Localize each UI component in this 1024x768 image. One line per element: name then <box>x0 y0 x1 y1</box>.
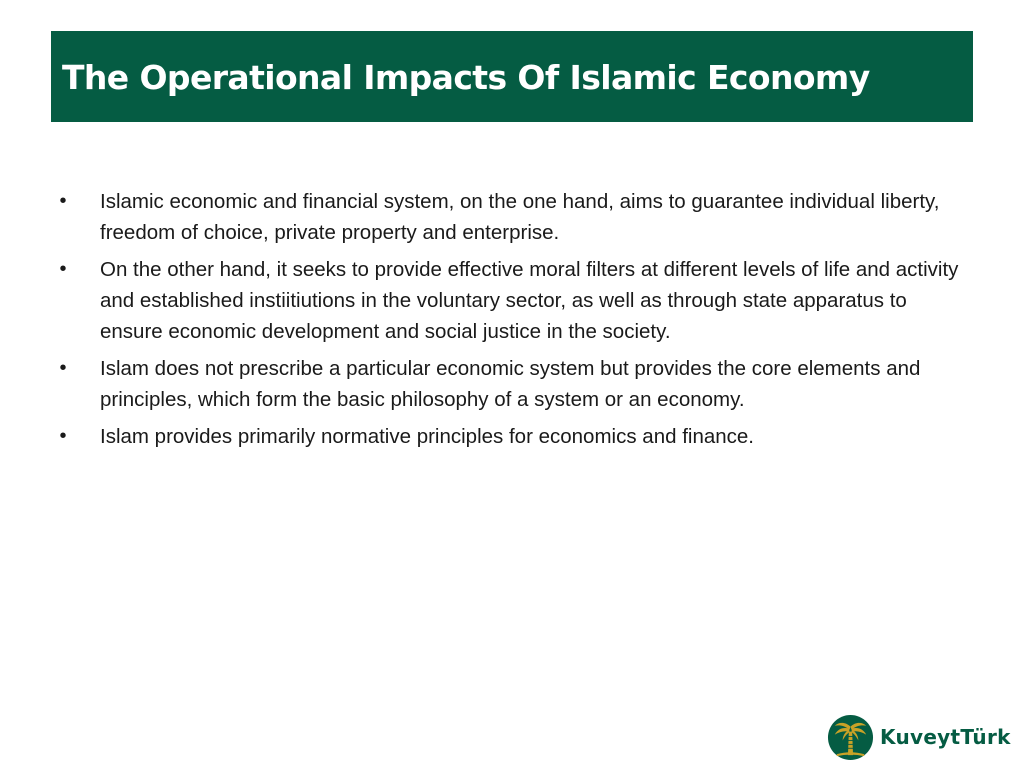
bullet-item <box>56 186 962 248</box>
bullet-text: Islam does not prescribe a particular economic system but provides the core elements and principles, which form the basic philosophy of a system or an economy. <box>100 357 921 411</box>
bullet-marker: • <box>59 357 67 379</box>
logo-wordmark: KuveytTürk <box>880 725 1011 749</box>
bullet-text: Islam provides primarily normative principles for economics and finance. <box>100 425 754 448</box>
bullet-item <box>56 421 962 452</box>
bullet-item <box>56 254 962 347</box>
title-bar <box>51 31 973 122</box>
bullet-item <box>56 353 962 415</box>
kuveytturk-logo <box>827 712 1023 762</box>
bullet-text: On the other hand, it seeks to provide effective moral filters at different levels of life and activity and established instiitiutions in the voluntary sector, as well as through state apparatus to ensure economic development and social justice in the society. <box>100 258 959 343</box>
bullet-text: Islamic economic and financial system, on the one hand, aims to guarantee individual liberty, freedom of choice, private property and enterprise. <box>100 190 940 244</box>
bullet-marker: • <box>59 425 67 447</box>
palm-tree-icon <box>827 714 874 761</box>
slide-title: The Operational Impacts Of Islamic Economy <box>62 58 870 97</box>
bullet-marker: • <box>59 190 67 212</box>
bullet-list <box>56 186 962 458</box>
bullet-marker: • <box>59 258 67 280</box>
